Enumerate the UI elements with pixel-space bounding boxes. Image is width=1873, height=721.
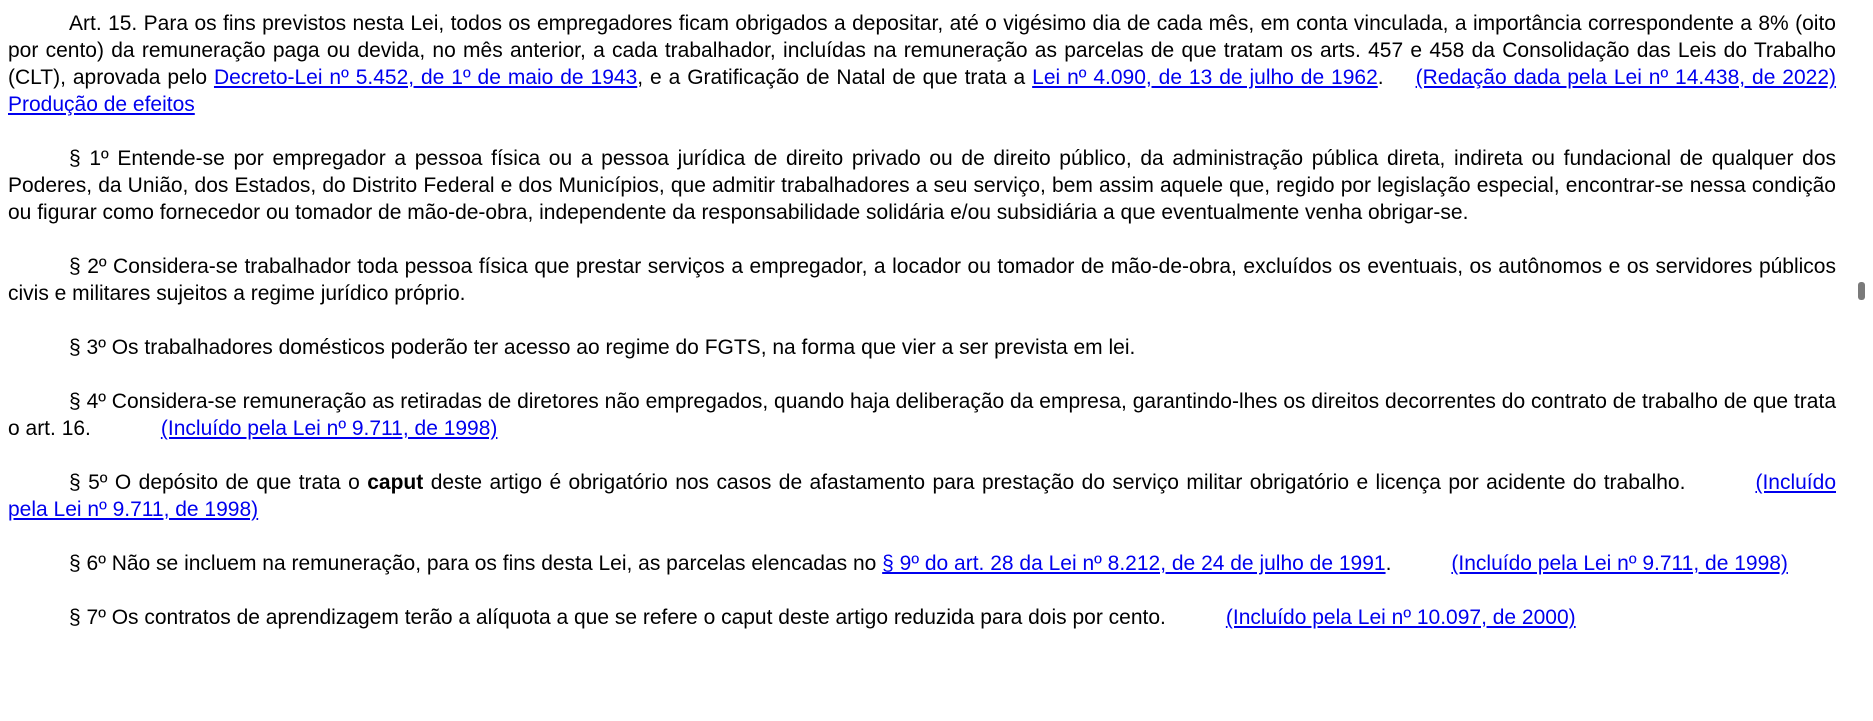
scrollbar-thumb[interactable]: [1858, 282, 1865, 300]
paragraph-5-text-2: deste artigo é obrigatório nos casos de afastamento para prestação do serviço militar obrigatório e licença por acidente do trabalho.: [423, 471, 1686, 494]
paragraph-2: [8, 253, 1836, 307]
law-document: [8, 10, 1836, 631]
link-incluido-lei-10097[interactable]: (Incluído pela Lei nº 10.097, de 2000): [1225, 606, 1576, 629]
link-decreto-lei-5452[interactable]: Decreto-Lei nº 5.452, de 1º de maio de 1943: [213, 66, 638, 89]
paragraph-1: [8, 145, 1836, 226]
paragraph-4-text: § 4º Considera-se remuneração as retiradas de diretores não empregados, quando haja deliberação da empresa, garantindo-lhes os direitos decorrentes do contrato de trabalho de que trata o art. 16.: [8, 390, 1836, 440]
paragraph-3-text: § 3º Os trabalhadores domésticos poderão ter acesso ao regime do FGTS, na forma que vier a ser prevista em lei.: [69, 336, 1136, 359]
paragraph-1-text: § 1º Entende-se por empregador a pessoa física ou a pessoa jurídica de direito privado ou de direito público, da administração pública direta, indireta ou fundacional de qualquer dos Poderes, da União, dos Estados, do Distrito Federal e dos Municípios, que admitir trabalhadores a seu serviço, bem assim aquele que, regido por legislação especial, encontrar-se nessa condição ou figurar como fornecedor ou tomador de mão-de-obra, independente da responsabilidade solidária e/ou subsidiária a que eventualmente venha obrigar-se.: [8, 147, 1836, 224]
paragraph-7-text: § 7º Os contratos de aprendizagem terão a alíquota a que se refere o caput deste artigo reduzida para dois por cento.: [69, 606, 1166, 629]
paragraph-3: [8, 334, 1836, 361]
link-incluido-lei-9711-p4[interactable]: (Incluído pela Lei nº 9.711, de 1998): [160, 417, 498, 440]
link-lei-4090[interactable]: Lei nº 4.090, de 13 de julho de 1962: [1032, 66, 1378, 89]
caput-text-1: Art. 15. Para os fins previstos nesta Lei, todos os empregadores ficam obrigados a depositar, até o vigésimo dia de cada mês, em conta vinculada, a importância correspondente a 8% (oito por cento) da remuneração paga ou devida, no mês anterior, a cada trabalhador, incluídas na remuneração as parcelas de que tratam os arts. 457 e 458 da Consolidação das Leis do Trabalho (CLT), aprovada pelo: [8, 12, 1836, 89]
paragraph-7: [8, 604, 1836, 631]
paragraph-5-bold-caput: caput: [367, 471, 424, 494]
paragraph-5: [8, 469, 1836, 523]
paragraph-6-text-2: .: [1385, 552, 1392, 575]
paragraph-2-text: § 2º Considera-se trabalhador toda pessoa física que prestar serviços a empregador, a locador ou tomador de mão-de-obra, excluídos os eventuais, os autônomos e os servidores públicos civis e militares sujeitos a regime jurídico próprio.: [8, 255, 1836, 305]
paragraph-4: [8, 388, 1836, 442]
link-lei-8212-art-28[interactable]: § 9º do art. 28 da Lei nº 8.212, de 24 de julho de 1991: [882, 552, 1386, 575]
link-incluido-lei-9711-p6[interactable]: (Incluído pela Lei nº 9.711, de 1998): [1451, 552, 1788, 575]
paragraph-6-text-1: § 6º Não se incluem na remuneração, para os fins desta Lei, as parcelas elencadas no: [69, 552, 883, 575]
paragraph-5-text-1: § 5º O depósito de que trata o: [69, 471, 368, 494]
link-redacao-lei-14438[interactable]: (Redação dada pela Lei nº 14.438, de 2022): [1415, 66, 1837, 89]
caput-text-2: , e a Gratificação de Natal de que trata a: [637, 66, 1033, 89]
caput-text-3: .: [1377, 66, 1384, 89]
link-producao-de-efeitos[interactable]: Produção de efeitos: [8, 93, 195, 116]
link-incluido-lei-9711-p5[interactable]: (Incluído pela Lei nº 9.711, de 1998): [8, 471, 1836, 521]
article-15-caput: [8, 10, 1836, 118]
paragraph-6: [8, 550, 1836, 577]
